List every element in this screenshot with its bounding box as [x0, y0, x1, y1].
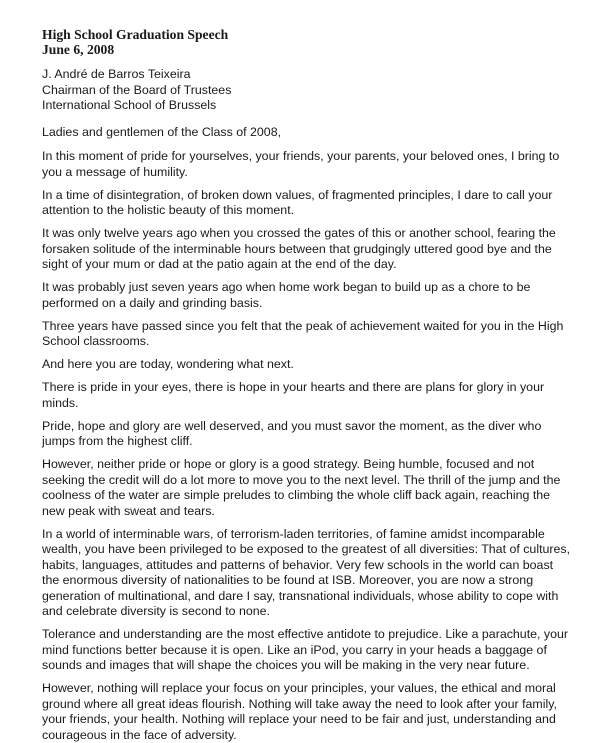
paragraph: Three years have passed since you felt that the peak of achievement waited for you in the High School classrooms. — [42, 318, 564, 348]
paragraph: There is pride in your eyes, there is hope in your hearts and there are plans for glory in your minds. — [42, 380, 545, 410]
paragraph: Pride, hope and glory are well deserved, and you must savor the moment, as the diver who jumps from the highest cliff. — [42, 418, 542, 448]
speech-title: High School Graduation Speech — [42, 27, 229, 42]
paragraph: And here you are today, wondering what next. — [42, 357, 294, 371]
speaker-organization: International School of Brussels — [42, 98, 217, 112]
paragraph: In a time of disintegration, of broken down values, of fragmented principles, I dare to call your attention to the holistic beauty of this moment. — [42, 187, 553, 217]
paragraph: However, neither pride or hope or glory is a good strategy. Being humble, focused and not seeking the credit will do a lot more to move you to the next level. The thrill of the jump and the coolness of the water are simple preludes to climbing the whole cliff back again, reaching the new peak with sweat and tears. — [42, 457, 561, 518]
paragraph: Tolerance and understanding are the most effective antidote to prejudice. Like a parachute, your mind functions better because it is open. Like an iPod, you carry in your heads a baggage of sounds and images that will shape the choices you will be making in the very near future. — [42, 627, 569, 672]
paragraph: However, nothing will replace your focus on your principles, your values, the ethical and moral ground where all great ideas flourish. Nothing will take away the need to look after your family, your friends, your health. Nothing will replace your need to be fair and just, understanding and courageous in the face of adversity. — [42, 681, 557, 742]
paragraph: In a world of interminable wars, of terrorism-laden territories, of famine amidst incomparable wealth, you have been privileged to be exposed to the greatest of all diversities: That of cultures, habits, languages, attitudes and patterns of behavior. Very few schools in the world can boast the enormous diversity of nationalities to be found at ISB. Moreover, you are now a strong generation of multinational, and dare I say, transnational individuals, whose ability to cope with and celebrate diversity is second to none. — [42, 526, 571, 618]
greeting: Ladies and gentlemen of the Class of 2008, — [42, 124, 282, 139]
document-body — [42, 27, 572, 743]
speaker-address — [42, 67, 572, 114]
speech-date: June 6, 2008 — [42, 42, 115, 57]
paragraph: It was only twelve years ago when you crossed the gates of this or another school, fearing the forsaken solitude of the interminable hours between that grudgingly uttered good bye and the sight of your mum or dad at the patio again at the end of the day. — [42, 226, 556, 271]
paragraph: In this moment of pride for yourselves, your friends, your parents, your beloved ones, I bring to you a message of humility. — [42, 149, 560, 179]
speaker-name: J. André de Barros Teixeira — [42, 67, 191, 81]
speaker-role: Chairman of the Board of Trustees — [42, 82, 232, 97]
paragraph: It was probably just seven years ago when home work began to build up as a chore to be performed on a daily and grinding basis. — [42, 280, 531, 310]
